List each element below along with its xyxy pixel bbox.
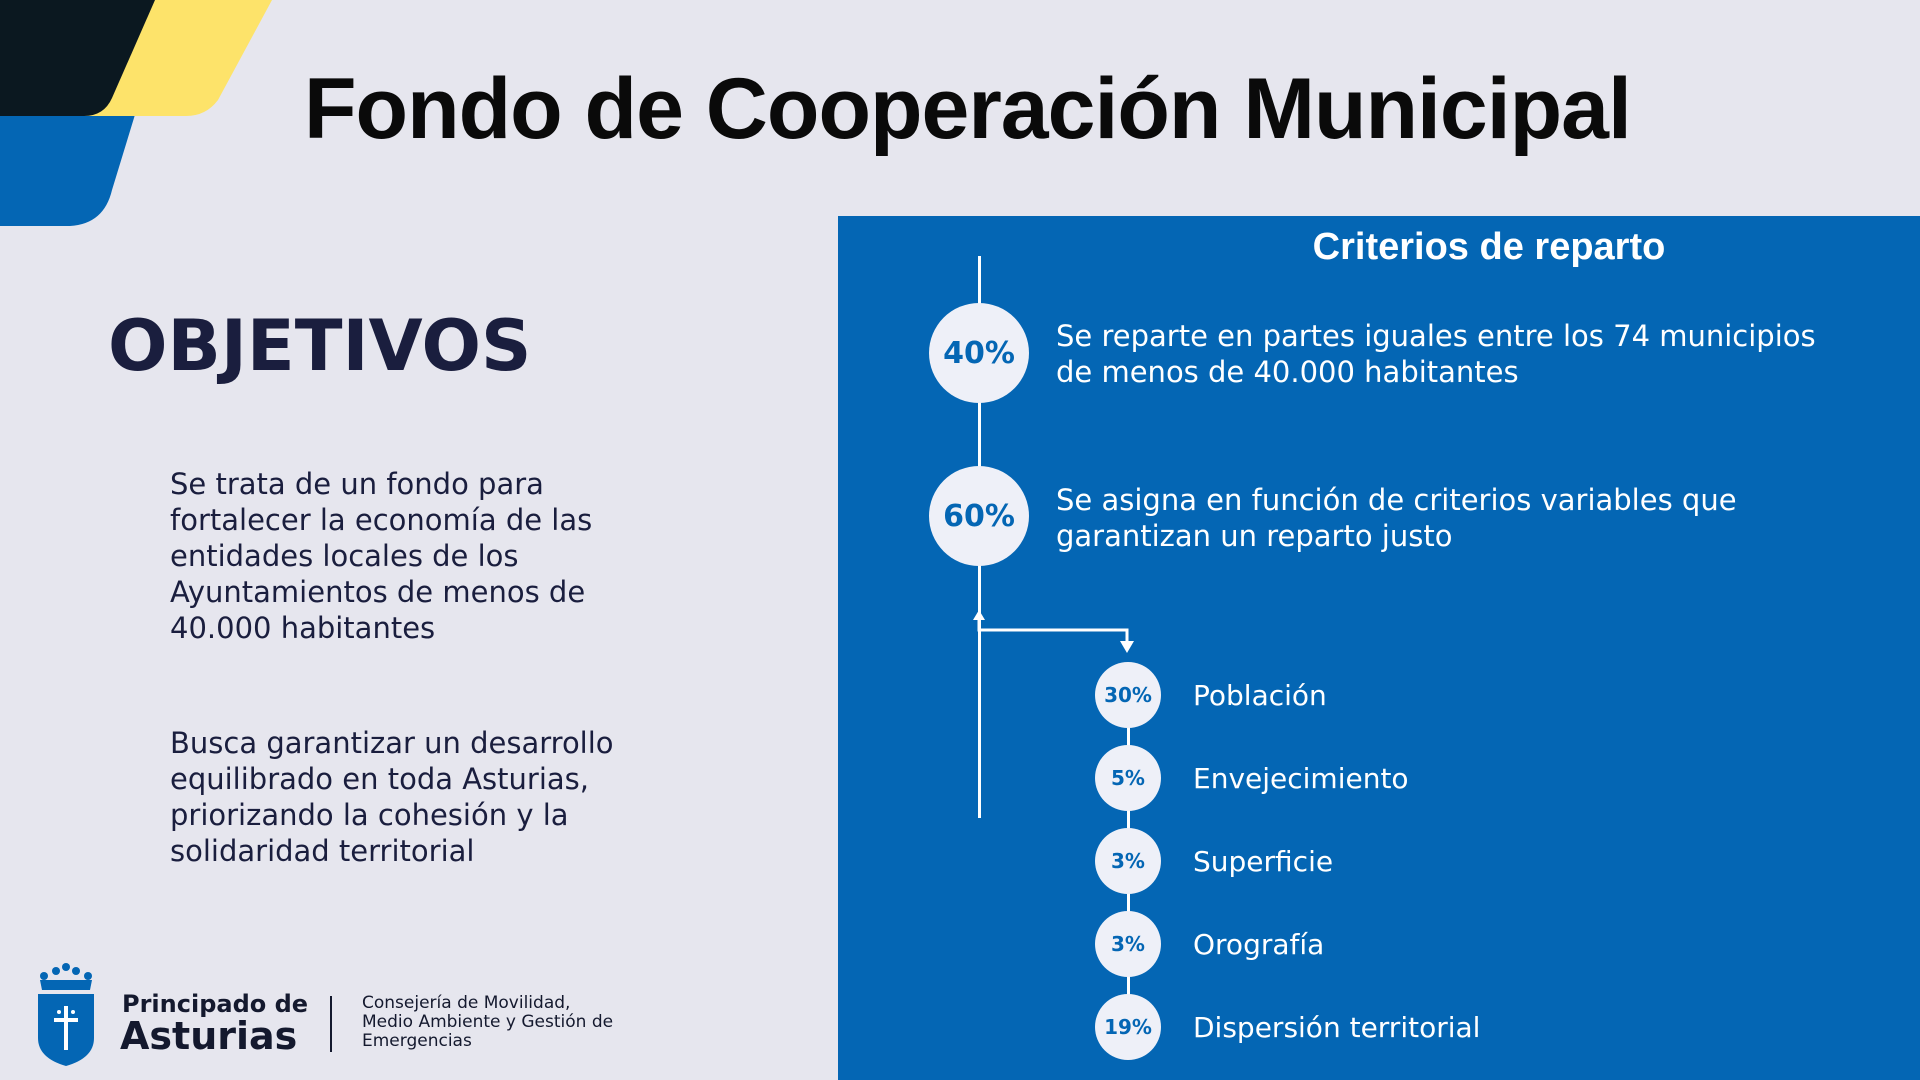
- percent-circle-dispersion: 19%: [1095, 994, 1161, 1060]
- criterio-text-40: Se reparte en partes iguales entre los 74 municipios de menos de 40.000 habitantes: [1056, 319, 1816, 389]
- criterios-panel: [838, 216, 1920, 1080]
- connector-arrow: [838, 216, 1138, 676]
- brand-line-1: Principado de: [122, 990, 309, 1018]
- percent-circle-60: 60%: [929, 466, 1029, 566]
- variable-label-dispersion: Dispersión territorial: [1193, 1011, 1481, 1044]
- criterio-text-60: Se asigna en función de criterios variables que garantizan un reparto justo: [1056, 483, 1737, 553]
- variable-label-superficie: Superficie: [1193, 845, 1334, 878]
- criterios-title: Criterios de reparto: [1312, 226, 1666, 268]
- percent-circle-poblacion: 30%: [1095, 662, 1161, 728]
- objetivos-paragraph-1: Se trata de un fondo para fortalecer la economía de las entidades locales de los Ayuntamientos de menos de 40.000 habitantes: [170, 467, 593, 645]
- asturias-shield-icon: [34, 962, 98, 1066]
- variable-label-orografia: Orografía: [1193, 928, 1325, 961]
- objetivos-paragraph-2: Busca garantizar un desarrollo equilibrado en toda Asturias, priorizando la cohesión y la solidaridad territorial: [170, 726, 614, 868]
- consejeria-text: Consejería de Movilidad, Medio Ambiente y Gestión de Emergencias: [362, 993, 614, 1051]
- brand-line-2: Asturias: [120, 1014, 298, 1058]
- percent-circle-envejecimiento: 5%: [1095, 745, 1161, 811]
- objetivos-heading: OBJETIVOS: [108, 305, 532, 387]
- footer-divider: [330, 996, 332, 1052]
- percent-circle-superficie: 3%: [1095, 828, 1161, 894]
- variable-label-envejecimiento: Envejecimiento: [1193, 762, 1409, 795]
- corner-decoration: [0, 0, 290, 230]
- variable-label-poblacion: Población: [1193, 679, 1327, 712]
- percent-circle-40: 40%: [929, 303, 1029, 403]
- arrow-down-head: [1120, 641, 1134, 653]
- arrow-up-head: [973, 610, 985, 620]
- page-title: Fondo de Cooperación Municipal: [304, 61, 1631, 157]
- percent-circle-orografia: 3%: [1095, 911, 1161, 977]
